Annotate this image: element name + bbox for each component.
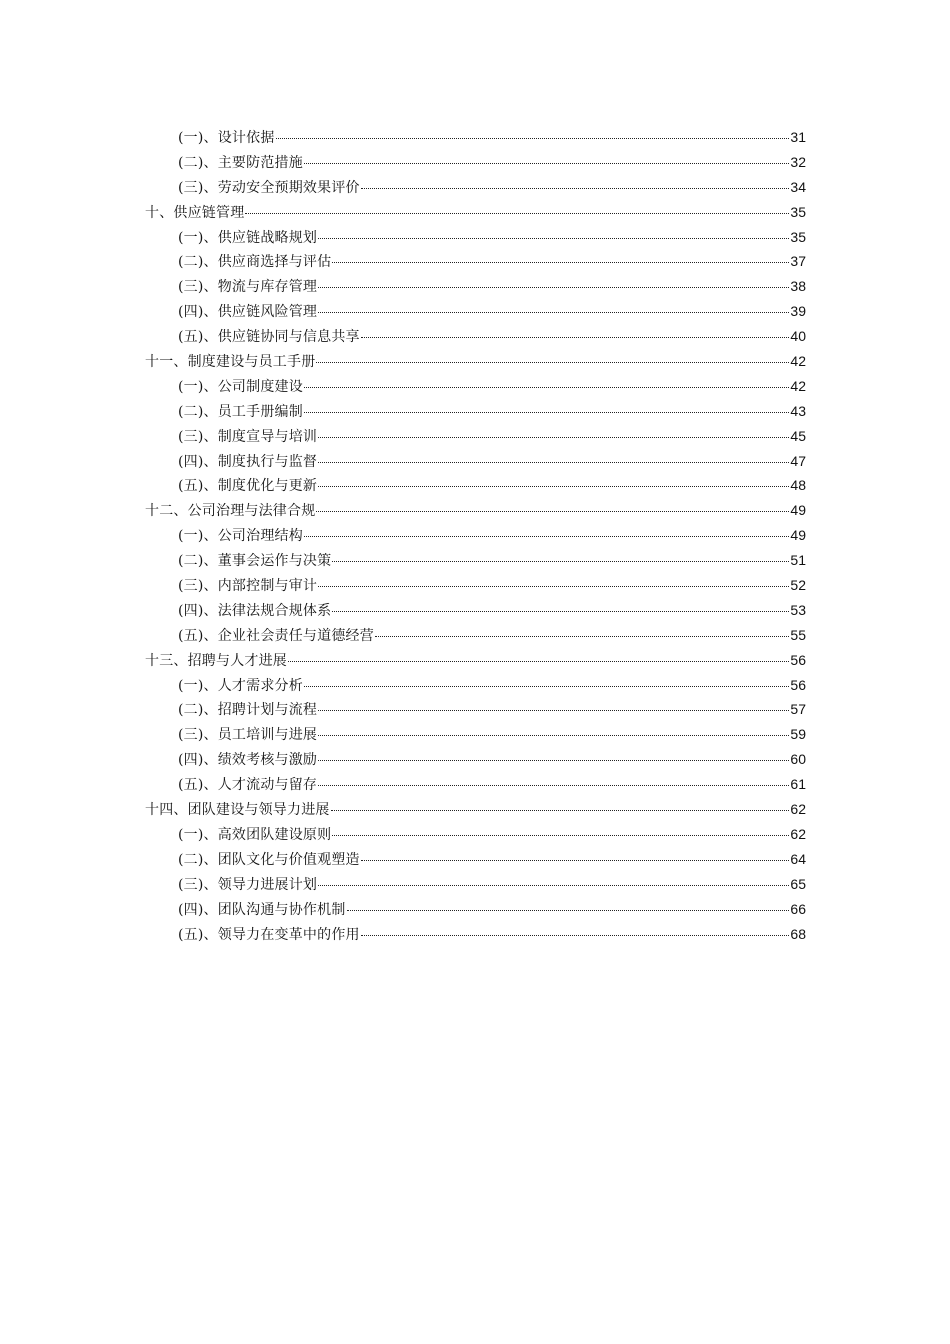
toc-entry-title: (二)、团队文化与价值观塑造 bbox=[178, 851, 360, 868]
toc-entry[interactable] bbox=[145, 449, 806, 474]
dot-leader bbox=[245, 213, 789, 214]
toc-entry-page: 56 bbox=[790, 676, 806, 693]
toc-entry-page: 68 bbox=[790, 925, 806, 942]
dot-leader bbox=[288, 661, 789, 662]
dot-leader bbox=[332, 561, 789, 562]
dot-leader bbox=[304, 536, 789, 537]
toc-entry[interactable] bbox=[145, 772, 806, 797]
toc-entry-page: 35 bbox=[790, 228, 806, 245]
toc-entry[interactable] bbox=[145, 722, 806, 747]
toc-entry-title: (一)、人才需求分析 bbox=[178, 677, 303, 694]
toc-entry-title: (一)、设计依据 bbox=[178, 130, 275, 146]
toc-entry[interactable] bbox=[145, 274, 806, 299]
toc-entry-page: 49 bbox=[790, 527, 806, 544]
dot-leader bbox=[361, 935, 790, 936]
toc-entry-title: (二)、员工手册编制 bbox=[178, 403, 303, 420]
toc-chapter-entry[interactable] bbox=[145, 648, 806, 673]
dot-leader bbox=[318, 710, 789, 711]
dot-leader bbox=[304, 163, 789, 164]
toc-entry-page: 45 bbox=[790, 427, 806, 444]
toc-entry-title: (一)、公司制度建设 bbox=[178, 378, 303, 395]
toc-entry-page: 38 bbox=[790, 278, 806, 295]
dot-leader bbox=[304, 387, 789, 388]
toc-entry-page: 35 bbox=[790, 203, 806, 220]
toc-entry-page: 59 bbox=[790, 726, 806, 743]
toc-entry[interactable] bbox=[145, 897, 806, 922]
toc-entry[interactable] bbox=[145, 424, 806, 449]
toc-entry-title: (二)、主要防范措施 bbox=[178, 154, 303, 171]
toc-entry-page: 39 bbox=[790, 303, 806, 320]
toc-entry-page: 61 bbox=[790, 776, 806, 793]
toc-chapter-entry[interactable] bbox=[145, 349, 806, 374]
toc-entry[interactable] bbox=[145, 523, 806, 548]
dot-leader bbox=[361, 860, 790, 861]
toc-entry-page: 42 bbox=[790, 377, 806, 394]
toc-entry-page: 32 bbox=[790, 153, 806, 170]
toc-entry-page: 31 bbox=[790, 129, 806, 145]
toc-entry-title: (五)、人才流动与留存 bbox=[178, 777, 318, 794]
toc-entry-title: 十二、公司治理与法律合规 bbox=[145, 503, 316, 520]
dot-leader bbox=[332, 611, 789, 612]
toc-entry[interactable] bbox=[145, 125, 806, 150]
dot-leader bbox=[276, 138, 790, 139]
toc-entry-title: (三)、内部控制与审计 bbox=[178, 578, 318, 595]
toc-entry-page: 62 bbox=[790, 801, 806, 818]
dot-leader bbox=[318, 760, 789, 761]
toc-entry[interactable] bbox=[145, 225, 806, 250]
toc-entry[interactable] bbox=[145, 673, 806, 698]
toc-entry[interactable] bbox=[145, 175, 806, 200]
toc-entry-page: 37 bbox=[790, 253, 806, 270]
toc-entry[interactable] bbox=[145, 573, 806, 598]
toc-chapter-entry[interactable] bbox=[145, 200, 806, 225]
toc-entry-title: 十一、制度建设与员工手册 bbox=[145, 354, 316, 371]
dot-leader bbox=[375, 636, 789, 637]
dot-leader bbox=[318, 586, 789, 587]
toc-entry[interactable] bbox=[145, 822, 806, 847]
dot-leader bbox=[318, 312, 789, 313]
toc-entry-title: 十、供应链管理 bbox=[145, 204, 245, 221]
toc-entry[interactable] bbox=[145, 697, 806, 722]
toc-entry-title: (五)、供应链协同与信息共享 bbox=[178, 329, 360, 346]
dot-leader bbox=[331, 810, 790, 811]
dot-leader bbox=[318, 238, 789, 239]
toc-entry[interactable] bbox=[145, 324, 806, 349]
toc-entry[interactable] bbox=[145, 249, 806, 274]
toc-entry-title: (四)、团队沟通与协作机制 bbox=[178, 901, 346, 918]
toc-entry-title: (三)、物流与库存管理 bbox=[178, 279, 318, 296]
dot-leader bbox=[318, 735, 789, 736]
toc-entry-page: 56 bbox=[790, 651, 806, 668]
toc-entry-title: (一)、公司治理结构 bbox=[178, 528, 303, 545]
dot-leader bbox=[318, 486, 789, 487]
toc-entry[interactable] bbox=[145, 847, 806, 872]
toc-entry-page: 51 bbox=[790, 552, 806, 569]
toc-chapter-entry[interactable] bbox=[145, 797, 806, 822]
toc-entry-title: 十三、招聘与人才进展 bbox=[145, 652, 287, 669]
toc-entry-page: 66 bbox=[790, 900, 806, 917]
dot-leader bbox=[318, 462, 789, 463]
toc-entry[interactable] bbox=[145, 598, 806, 623]
toc-entry-page: 49 bbox=[790, 502, 806, 519]
toc-entry-title: 十四、团队建设与领导力进展 bbox=[145, 802, 330, 819]
toc-entry-page: 60 bbox=[790, 751, 806, 768]
toc-entry-title: (四)、制度执行与监督 bbox=[178, 453, 318, 470]
toc-entry-page: 65 bbox=[790, 875, 806, 892]
toc-entry-title: (五)、企业社会责任与道德经营 bbox=[178, 627, 374, 644]
toc-entry-title: (三)、制度宣导与培训 bbox=[178, 428, 318, 445]
toc-entry-title: (五)、制度优化与更新 bbox=[178, 478, 318, 495]
dot-leader bbox=[347, 910, 790, 911]
toc-entry-page: 43 bbox=[790, 402, 806, 419]
toc-entry-page: 55 bbox=[790, 626, 806, 643]
dot-leader bbox=[318, 437, 789, 438]
toc-entry-page: 48 bbox=[790, 477, 806, 494]
toc-entry[interactable] bbox=[145, 922, 806, 947]
toc-entry-page: 40 bbox=[790, 328, 806, 345]
toc-entry[interactable] bbox=[145, 872, 806, 897]
toc-entry-title: (一)、供应链战略规划 bbox=[178, 229, 318, 246]
toc-entry[interactable] bbox=[145, 623, 806, 648]
toc-entry-title: (五)、领导力在变革中的作用 bbox=[178, 926, 360, 943]
toc-entry-title: (三)、领导力进展计划 bbox=[178, 876, 318, 893]
dot-leader bbox=[316, 362, 789, 363]
dot-leader bbox=[361, 188, 790, 189]
toc-entry-page: 47 bbox=[790, 452, 806, 469]
table-of-contents bbox=[145, 125, 806, 946]
toc-chapter-entry[interactable] bbox=[145, 498, 806, 523]
dot-leader bbox=[304, 686, 789, 687]
toc-entry[interactable] bbox=[145, 150, 806, 175]
dot-leader bbox=[318, 885, 789, 886]
dot-leader bbox=[332, 262, 789, 263]
dot-leader bbox=[318, 287, 789, 288]
toc-entry-title: (二)、供应商选择与评估 bbox=[178, 254, 332, 271]
toc-entry-page: 64 bbox=[790, 850, 806, 867]
toc-entry[interactable] bbox=[145, 299, 806, 324]
dot-leader bbox=[304, 412, 789, 413]
toc-entry-title: (二)、董事会运作与决策 bbox=[178, 553, 332, 570]
toc-entry-title: (四)、法律法规合规体系 bbox=[178, 602, 332, 619]
dot-leader bbox=[316, 511, 789, 512]
toc-entry[interactable] bbox=[145, 747, 806, 772]
toc-entry-page: 53 bbox=[790, 601, 806, 618]
toc-entry[interactable] bbox=[145, 473, 806, 498]
toc-entry-page: 34 bbox=[790, 178, 806, 195]
toc-entry-page: 62 bbox=[790, 825, 806, 842]
dot-leader bbox=[332, 835, 789, 836]
toc-entry[interactable] bbox=[145, 374, 806, 399]
toc-entry-page: 57 bbox=[790, 701, 806, 718]
dot-leader bbox=[318, 785, 789, 786]
toc-entry-title: (三)、劳动安全预期效果评价 bbox=[178, 179, 360, 196]
dot-leader bbox=[361, 337, 790, 338]
toc-entry-page: 42 bbox=[790, 353, 806, 370]
toc-entry-title: (三)、员工培训与进展 bbox=[178, 727, 318, 744]
toc-entry-title: (二)、招聘计划与流程 bbox=[178, 702, 318, 719]
toc-entry-page: 52 bbox=[790, 577, 806, 594]
toc-entry-title: (四)、供应链风险管理 bbox=[178, 304, 318, 321]
toc-entry[interactable] bbox=[145, 548, 806, 573]
toc-entry[interactable] bbox=[145, 399, 806, 424]
toc-entry-title: (四)、绩效考核与激励 bbox=[178, 752, 318, 769]
toc-entry-title: (一)、高效团队建设原则 bbox=[178, 826, 332, 843]
